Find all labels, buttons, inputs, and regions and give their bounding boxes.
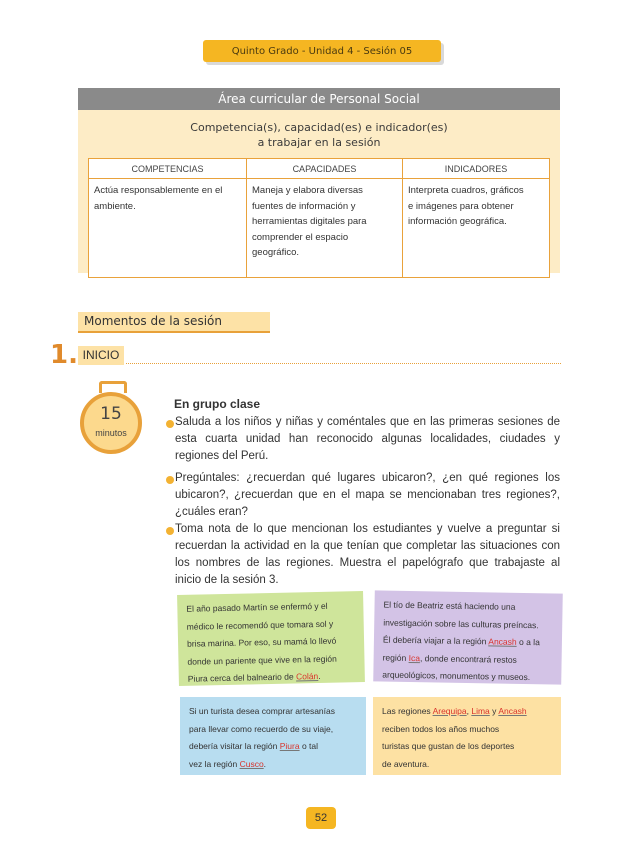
cell-indicador [403, 179, 550, 278]
curricular-subtitle [78, 120, 560, 150]
inicio-label: INICIO [78, 346, 124, 365]
card-regiones [373, 697, 561, 775]
card-text: debería visitar la región [189, 741, 278, 751]
text-line: información geográfica. [408, 216, 507, 227]
answer-ancash-2: Ancash [498, 706, 527, 716]
card-text: región [382, 652, 407, 663]
header-indicadores: INDICADORES [403, 159, 550, 179]
card-line: vez la región Cusco. [189, 758, 267, 769]
card-text: vez la región [189, 758, 238, 769]
answer-ica: Ica [408, 652, 421, 663]
card-line: turistas que gustan de los deportes [382, 741, 515, 751]
card-line [383, 632, 553, 652]
card-text: o a la [518, 636, 540, 648]
answer-ancash: Ancash [488, 636, 517, 647]
card-line: Las regiones Arequipa, Lima y Ancash [382, 706, 527, 716]
text-line: herramientas digitales para [252, 216, 367, 227]
card-line: arqueológicos, monumentos y museos. [382, 669, 531, 683]
text-line: Actúa responsablemente en el [94, 185, 223, 196]
duration-label: minutos [95, 428, 127, 438]
subtitle-line-1: Competencia(s), capacidad(es) e indicador(es) [190, 121, 448, 134]
header-capacidades: CAPACIDADES [247, 159, 403, 179]
card-line: donde un pariente que vive en la región [187, 653, 337, 667]
card-martin [177, 591, 365, 686]
text-line: fuentes de información y [252, 200, 356, 212]
card-line: de aventura. [382, 758, 430, 769]
text-line: comprender el espacio [252, 231, 349, 243]
card-line: para llevar como recuerdo de su viaje, [189, 723, 334, 734]
bullet-1: Saluda a los niños y niñas y coméntales que en las primeras sesiones de esta cuarta unidad han reconocido algunas localidades, ciudades y regiones del Perú. [175, 416, 560, 462]
bullet-icon [166, 527, 174, 535]
dotted-divider [126, 363, 561, 364]
text-line: e imágenes para obtener [408, 200, 514, 212]
header-competencias: COMPETENCIAS [89, 159, 247, 179]
card-text: y [492, 706, 497, 716]
card-text: Piura cerca del balneario de [187, 671, 294, 684]
card-line: investigación sobre las culturas preíncas. [383, 617, 539, 630]
card-line [189, 738, 357, 756]
bullet-icon [166, 476, 174, 484]
bullet-3: Toma nota de lo que mencionan los estudiantes y vuelve a preguntar si recuerdan la actividad en la que tenían que completar las situaciones con los nombres de las regiones. Muestra el papelógrafo que trabajaste al inicio de la sesión 3. [175, 523, 560, 586]
card-text: Las regiones [382, 706, 431, 716]
card-line: médico le recomendó que tomara sol y [186, 618, 334, 632]
card-line: brisa marina. Por eso, su mamá lo llevó [186, 635, 337, 649]
text-line: Maneja y elabora diversas [252, 185, 363, 196]
curricular-title: Área curricular de Personal Social [78, 88, 560, 110]
card-line: reciben todos los años muchos [382, 723, 500, 734]
card-beatriz [373, 590, 563, 684]
page-number: 52 [306, 807, 336, 829]
card-text: , donde encontrará restos [419, 652, 517, 665]
card-text: o tal [301, 741, 319, 751]
bullet-2: Pregúntales: ¿recuerdan qué lugares ubicaron?, ¿en qué regiones los ubicaron?, ¿recuerdan que en el mapa se mencionaban tres regiones?, ¿cuáles eran? [175, 472, 560, 518]
cell-capacidad [247, 179, 403, 278]
momentos-heading: Momentos de la sesión [78, 312, 270, 333]
card-text: Él debería viajar a la región [382, 634, 487, 647]
answer-arequipa: Arequipa [432, 706, 467, 716]
group-title: En grupo clase [174, 397, 261, 411]
text-line: Interpreta cuadros, gráficos [408, 185, 524, 196]
subtitle-line-2: a trabajar en la sesión [257, 136, 381, 149]
answer-lima: Lima [471, 706, 490, 716]
cell-competencia [89, 179, 247, 278]
card-line: El tío de Beatriz está haciendo una [383, 599, 516, 612]
card-line: Si un turista desea comprar artesanías [189, 706, 335, 716]
card-turista [180, 697, 366, 775]
card-line: El año pasado Martín se enfermó y el [186, 600, 328, 614]
answer-colan: Colán [295, 671, 319, 682]
bullet-icon [166, 420, 174, 428]
answer-piura: Piura [279, 741, 300, 751]
unit-session-ribbon: Quinto Grado - Unidad 4 - Sesión 05 [203, 40, 441, 62]
section-number: 1. [50, 340, 78, 370]
answer-cusco: Cusco [239, 758, 264, 769]
text-line: ambiente. [94, 200, 136, 212]
competencies-table [88, 158, 550, 278]
duration-minutes: 15 [100, 404, 122, 424]
card-line: Piura cerca del balneario de Colán. [187, 670, 321, 684]
text-line: geográfico. [252, 247, 300, 258]
